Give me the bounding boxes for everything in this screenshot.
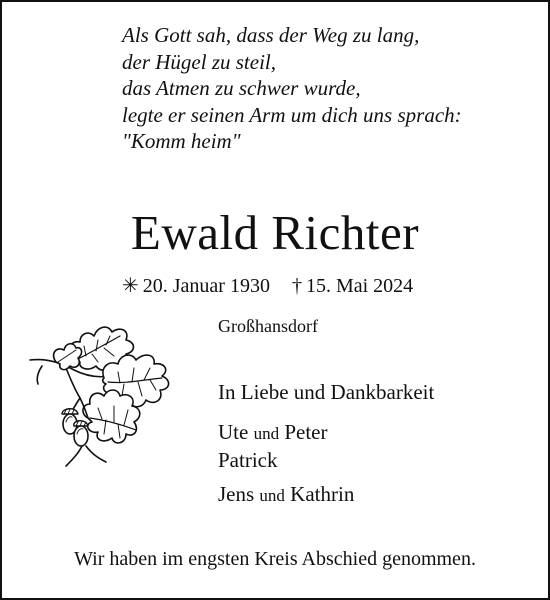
conjunction: und	[253, 424, 280, 443]
death-date: 15. Mai 2024	[305, 275, 414, 297]
mourner-name: Patrick	[218, 448, 278, 472]
place: Großhansdorf	[218, 316, 318, 336]
poem-line: Als Gott sah, dass der Weg zu lang,	[122, 23, 420, 47]
birth-star-icon: ✳	[122, 275, 139, 297]
poem	[122, 22, 462, 155]
mourner-name: Kathrin	[290, 482, 355, 506]
life-dates	[122, 274, 413, 298]
mourner-name: Jens	[218, 482, 255, 506]
poem-line: legte er seinen Arm um dich uns sprach:	[122, 102, 462, 127]
oak-leaves-icon	[26, 318, 198, 472]
poem-line: "Komm heim"	[122, 129, 241, 153]
mourners	[218, 379, 434, 509]
poem-line: der Hügel zu steil,	[122, 49, 276, 74]
deceased-name: Ewald Richter	[130, 205, 420, 260]
conjunction: und	[259, 486, 285, 505]
mourner-name: Ute	[218, 420, 249, 444]
mourner-line	[218, 419, 434, 447]
footer-note: Wir haben im engsten Kreis Abschied genommen.	[74, 548, 476, 570]
mourner-line	[218, 447, 434, 473]
mourners-intro: In Liebe und Dankbarkeit	[218, 380, 435, 404]
mourner-line	[218, 481, 434, 509]
birth-date: 20. Januar 1930	[142, 275, 270, 297]
death-cross-icon: †	[291, 275, 302, 297]
mourner-name: Peter	[284, 420, 328, 444]
poem-line: das Atmen zu schwer wurde,	[122, 76, 361, 100]
